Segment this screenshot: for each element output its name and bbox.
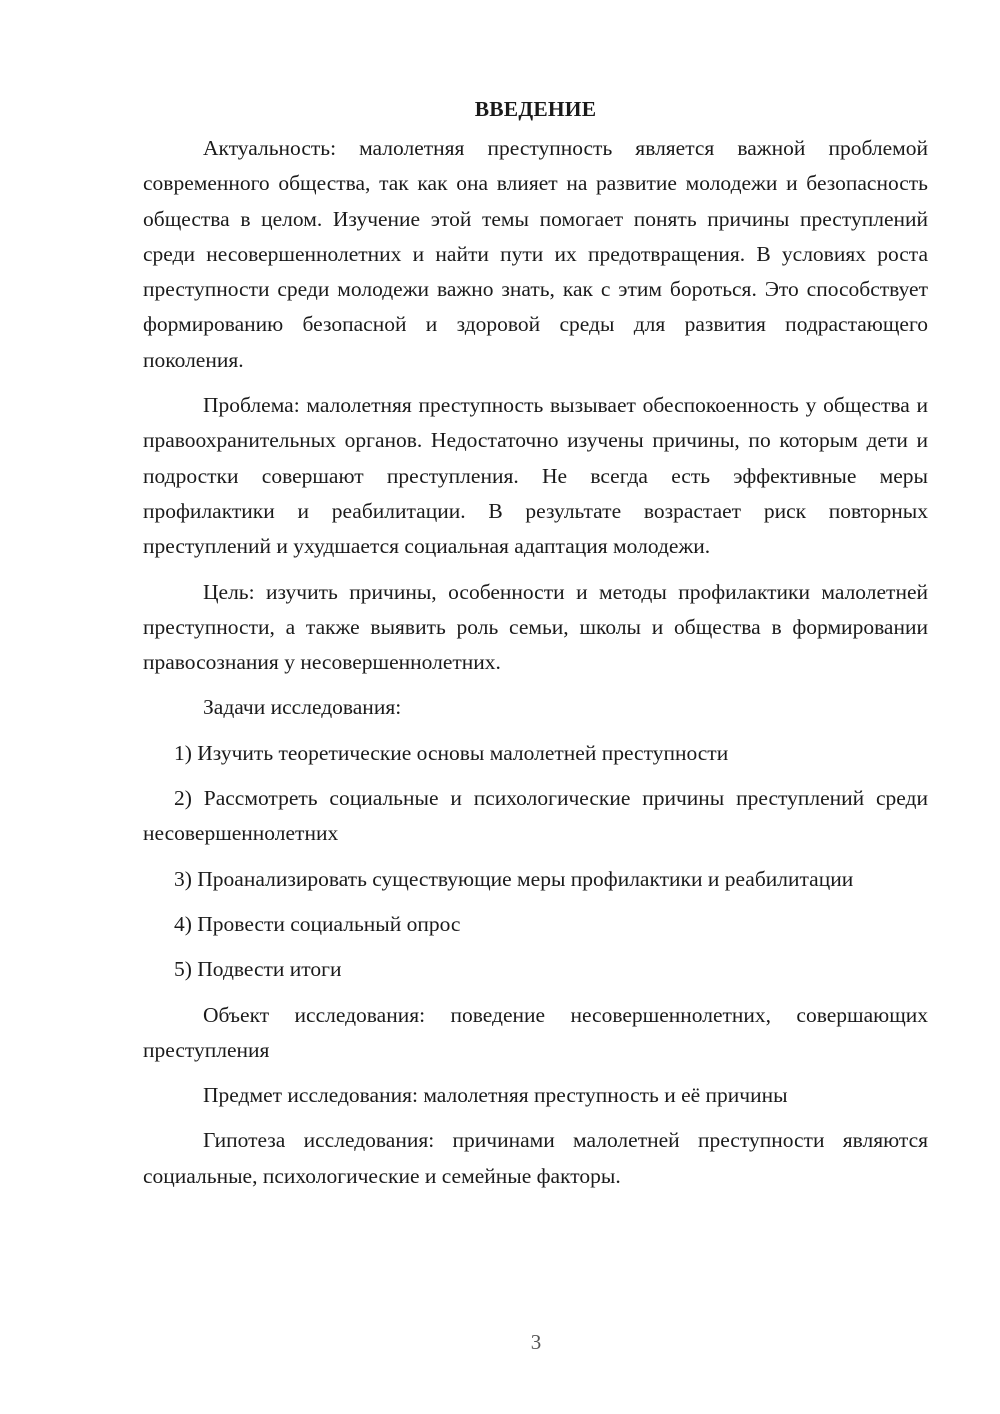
tasks-list [143,736,928,988]
tasks-title: Задачи исследования: [203,695,402,720]
goal-paragraph: Цель: изучить причины, особенности и методы профилактики малолетней преступности, а также выявить роль семьи, школы и общества в формировании правосознания у несовершеннолетних. [143,579,928,675]
task-item: 1) Изучить теоретические основы малолетней преступности [174,740,729,765]
document-page [143,92,928,1204]
page-number: 3 [530,1330,542,1354]
hypothesis-paragraph: Гипотеза исследования: причинами малолетней преступности являются социальные, психологические и семейные факторы. [143,1128,928,1188]
task-item: 3) Проанализировать существующие меры профилактики и реабилитации [174,866,854,891]
task-item: 4) Провести социальный опрос [174,911,461,936]
object-paragraph: Объект исследования: поведение несовершеннолетних, совершающих преступления [143,1002,928,1062]
relevance-paragraph: Актуальность: малолетняя преступность является важной проблемой современного общества, так как она влияет на развитие молодежи и безопасность общества в целом. Изучение этой темы помогает понять причины преступлений среди несовершеннолетних и найти пути их предотвращения. В условиях роста преступности среди молодежи важно знать, как с этим бороться. Это способствует формированию безопасной и здоровой среды для развития подрастающего поколения. [143,136,928,372]
problem-paragraph: Проблема: малолетняя преступность вызывает обеспокоенность у общества и правоохранительных органов. Недостаточно изучены причины, по которым дети и подростки совершают преступления. Не всегда есть эффективные меры профилактики и реабилитации. В результате возрастает риск повторных преступлений и ухудшается социальная адаптация молодежи. [143,393,928,559]
subject-paragraph: Предмет исследования: малолетняя преступность и её причины [203,1083,788,1108]
page-title: ВВЕДЕНИЕ [474,97,597,121]
task-item: 5) Подвести итоги [174,957,342,982]
task-item: 2) Рассмотреть социальные и психологические причины преступлений среди несовершеннолетних [143,786,928,846]
